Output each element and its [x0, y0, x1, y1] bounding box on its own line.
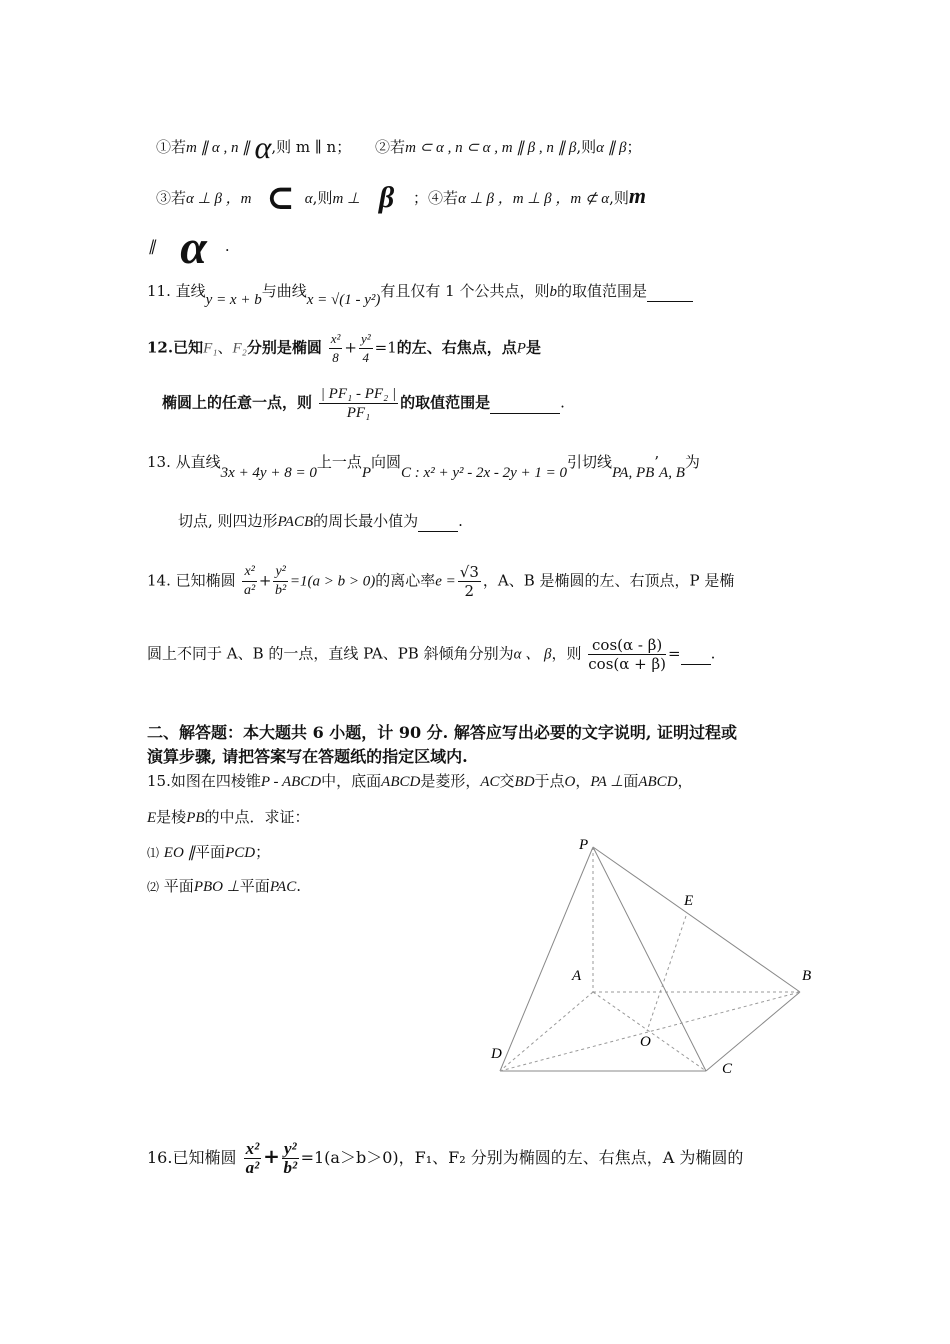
section-heading-line2: 演算步骤, 请把答案写在答题纸的指定区域内.: [147, 747, 468, 766]
q12-eq: =1: [374, 338, 397, 357]
q12-text1: 分别是椭圆: [246, 338, 322, 357]
q11-answer-blank: [647, 281, 693, 302]
label-E: E: [684, 893, 694, 909]
label-B: B: [802, 968, 812, 984]
q15-bd: BD: [514, 774, 535, 790]
q14-e-den: 2: [464, 582, 475, 600]
q15-line1-c: 是菱形，: [420, 772, 481, 790]
label-O: O: [640, 1034, 651, 1050]
stmt4-cond: α ⊥ β ，m ⊥ β ，m ⊄ α: [458, 191, 610, 207]
q15-line1-h: ，: [677, 772, 693, 790]
q13-text5: ’: [654, 453, 660, 471]
q14-x-den: a²: [244, 583, 256, 598]
q12-ratio-num: | PF₁ - PF₂ |: [320, 386, 397, 402]
q11-text1: 直线: [175, 282, 206, 300]
stmt3-concl: m ⊥: [332, 191, 361, 207]
label-A: A: [572, 968, 582, 984]
q12-text2: 的左、右焦点，点: [396, 338, 517, 357]
question-14-line-2: [147, 636, 715, 673]
q13-number: 13.: [147, 453, 171, 471]
q16-y-den: b²: [283, 1158, 298, 1177]
q14-cond: =1(a > b > 0): [289, 573, 376, 590]
stmt4-then: ,则: [609, 189, 629, 207]
q13-line2-b: 的周长最小值为: [313, 512, 419, 530]
q12-f2: F₂: [232, 340, 247, 357]
q14-y-fraction: [273, 563, 287, 600]
q14-number: 14.: [147, 571, 171, 590]
q14-text2: 的离心率: [375, 571, 436, 590]
q12-ratio-den: PF₁: [346, 405, 371, 421]
q15-pa: PA ⊥: [590, 774, 624, 790]
q14-ratio-den: cos(α + β): [588, 655, 667, 673]
label-C: C: [722, 1061, 733, 1077]
q14-text1: 已知椭圆: [175, 571, 236, 590]
q15-line1-d: 交: [499, 772, 515, 790]
question-15-sub-2: [147, 876, 301, 897]
q15-line2-a: 是棱: [156, 808, 187, 826]
stmt1-concl: ,则 m ∥ n；: [271, 138, 352, 156]
q15-sub2-c: 平面: [239, 877, 270, 895]
stmt2-label: ②若: [375, 138, 406, 156]
q15-sub2-e: .: [296, 877, 301, 895]
q14-ratio-num: cos(α - β): [588, 636, 666, 655]
q11-text2: 与曲线: [261, 282, 307, 300]
q13-text1: 从直线: [175, 453, 221, 471]
q15-sub2-a: 平面: [163, 877, 194, 895]
q14-x-fraction: [242, 563, 256, 600]
q13-circle-eq: C : x² + y² - 2x - 2y + 1 = 0: [401, 465, 568, 481]
segment-EO: [647, 916, 686, 1031]
statement-line-3: [148, 221, 230, 274]
q12-y-fraction: [359, 330, 373, 367]
q11-curve-eq: x = √(1 - y²): [306, 292, 381, 308]
q13-text3: 向圆: [371, 453, 402, 471]
diag-AC: [593, 992, 706, 1071]
stmt4-alpha: α: [180, 221, 207, 274]
stmt4-end: .: [224, 237, 230, 255]
q15-abcd: ABCD: [638, 774, 678, 790]
stmt3-label: ③若: [156, 189, 187, 207]
label-P: P: [579, 837, 589, 853]
q13-p: P: [361, 465, 372, 481]
q16-x-den: a²: [245, 1158, 260, 1177]
q14-e: e =: [435, 573, 456, 590]
q13-text4: 引切线: [567, 453, 613, 471]
diag-BD: [500, 992, 800, 1071]
stmt1-cond: m ∥ α , n ∥: [186, 140, 250, 156]
q12-x-den: 8: [332, 350, 339, 365]
q12-y-num: y²: [359, 330, 373, 349]
q15-sub1-b: 平面: [195, 843, 226, 861]
q14-e-num: √3: [459, 563, 479, 581]
q12-end: .: [560, 393, 565, 412]
q16-x-fraction: [244, 1140, 262, 1177]
q15-sub2-b: PBO ⊥: [193, 879, 240, 895]
q14-x-num: x²: [242, 563, 256, 582]
q14-eq: =: [668, 644, 681, 663]
statement-line-2: [156, 178, 647, 218]
q16-x-num: x²: [245, 1139, 260, 1158]
q12-p: P: [516, 340, 526, 357]
stmt1-label: ①若: [156, 138, 187, 156]
q12-f1: F₁: [203, 340, 218, 357]
edge-CB: [706, 992, 800, 1071]
q15-o: O: [564, 774, 576, 790]
stmt2-then: ,则: [576, 138, 597, 156]
stmt2-end: ；: [626, 138, 642, 156]
q15-sub2-num: ⑵: [147, 880, 160, 894]
section-heading: [147, 721, 737, 769]
q13-end: .: [458, 512, 463, 530]
stmt3-beta: β: [378, 181, 395, 214]
question-16: [147, 1140, 743, 1177]
label-D: D: [491, 1046, 502, 1062]
question-11: [147, 281, 693, 308]
edge-AD: [500, 992, 593, 1071]
q15-sub1-c: PCD: [225, 845, 256, 861]
question-13: [147, 452, 700, 481]
question-15-sub-1: [147, 842, 270, 863]
q13-tangents: PA, PB: [612, 465, 655, 481]
stmt2-concl: α ∥ β: [596, 140, 627, 156]
q12-sep: 、: [217, 338, 233, 357]
stmt4-label: ；④若: [413, 189, 459, 207]
question-14: [147, 563, 734, 600]
q13-text2: 上一点: [316, 453, 362, 471]
q13-answer-blank: [418, 511, 458, 532]
q13-points: A, B: [659, 465, 685, 481]
q11-text4: 的取值范围是: [556, 282, 647, 300]
q12-line2-b: 的取值范围是: [400, 393, 491, 412]
q12-ratio-fraction: [319, 385, 398, 422]
q14-e-fraction: [458, 563, 481, 600]
q14-end: .: [710, 644, 716, 663]
question-12: [147, 330, 541, 367]
statement-line-1: [156, 129, 642, 165]
q12-prefix: 12.已知: [147, 338, 204, 357]
q14-ratio-fraction: [588, 636, 666, 673]
q11-number: 11.: [147, 282, 171, 300]
q11-text3: 有且仅有 1 个公共点，则: [380, 282, 550, 300]
pyramid-figure: [490, 830, 830, 1090]
q11-var-b: b: [549, 284, 557, 300]
q16-plus: +: [263, 1144, 280, 1168]
q15-line1-g: 面: [623, 772, 639, 790]
q11-line-eq: y = x + b: [205, 292, 262, 308]
q15-line1-e: 于点: [534, 772, 565, 790]
q13-line-eq: 3x + 4y + 8 = 0: [220, 465, 317, 481]
q12-line2-a: 椭圆上的任意一点，则: [162, 393, 313, 412]
q12-plus: +: [344, 338, 357, 357]
q14-answer-blank: [681, 644, 711, 665]
question-13-line-2: [178, 511, 463, 532]
q12-x-fraction: [329, 330, 343, 367]
q15-sub1-a: EO ∥: [163, 845, 196, 861]
q13-line2-a: 切点, 则四边形: [178, 512, 278, 530]
stmt4-m: m: [628, 183, 647, 208]
question-15: [147, 771, 693, 792]
q16-y-fraction: [282, 1140, 299, 1177]
q15-sub1-num: ⑴: [147, 846, 160, 860]
q15-sub1-d: ；: [255, 843, 271, 861]
q14-line2-a: 圆上不同于 A、B 的一点，直线 PA、PB 斜倾角分别为: [147, 644, 514, 663]
q16-text2: =1(a＞b＞0)，F₁、F₂ 分别为椭圆的左、右焦点，A 为椭圆的: [300, 1148, 744, 1167]
q12-x-num: x²: [329, 330, 343, 349]
q15-pb: PB: [186, 810, 205, 826]
q15-line1-f: ，: [575, 772, 591, 790]
q15-e: E: [147, 810, 157, 826]
q16-y-num: y²: [283, 1139, 297, 1158]
section-heading-line1: 二、解答题：本大题共 6 小题，计 90 分. 解答应写出必要的文字说明, 证明过程或: [147, 723, 737, 742]
q13-text6: 为: [684, 453, 700, 471]
stmt3-subset: ⊂: [266, 178, 295, 218]
q15-line2-b: 的中点．求证：: [204, 808, 310, 826]
edge-PD: [500, 847, 593, 1071]
edge-PB: [593, 847, 800, 992]
q16-number: 16.: [147, 1148, 173, 1167]
stmt1-alpha: α: [254, 129, 272, 165]
q12-answer-blank: [490, 393, 560, 414]
q14-line2-b: ，则: [551, 644, 582, 663]
stmt2-cond: m ⊂ α , n ⊂ α , m ∥ β , n ∥ β: [405, 140, 577, 156]
q15-line1-a: 15.如图在四棱锥: [147, 772, 261, 790]
stmt4-parallel: ∥: [148, 239, 156, 255]
q14-text3: ，A、B 是椭圆的左、右顶点，P 是椭: [482, 571, 735, 590]
stmt3-alpha: α: [304, 191, 313, 207]
q12-y-den: 4: [362, 350, 370, 365]
q14-angles: α 、 β: [513, 646, 552, 663]
q12-text3: 是: [525, 338, 541, 357]
stmt3-then: ,则: [312, 189, 333, 207]
question-15-line-2: [147, 807, 310, 828]
q15-sub2-d: PAC: [269, 879, 297, 895]
q14-y-num: y²: [273, 563, 287, 582]
question-12-line-2: [162, 385, 565, 422]
q14-plus: +: [258, 571, 272, 590]
q15-pyramid: P - ABCD: [260, 774, 322, 790]
q15-ac: AC: [480, 774, 500, 790]
stmt3-cond: α ⊥ β ，m: [186, 191, 252, 207]
q15-line1-b: 中，底面: [321, 772, 382, 790]
q14-y-den: b²: [275, 583, 287, 598]
q16-text1: 已知椭圆: [172, 1148, 237, 1167]
q13-quad: PACB: [277, 514, 314, 530]
q15-base: ABCD: [381, 774, 421, 790]
